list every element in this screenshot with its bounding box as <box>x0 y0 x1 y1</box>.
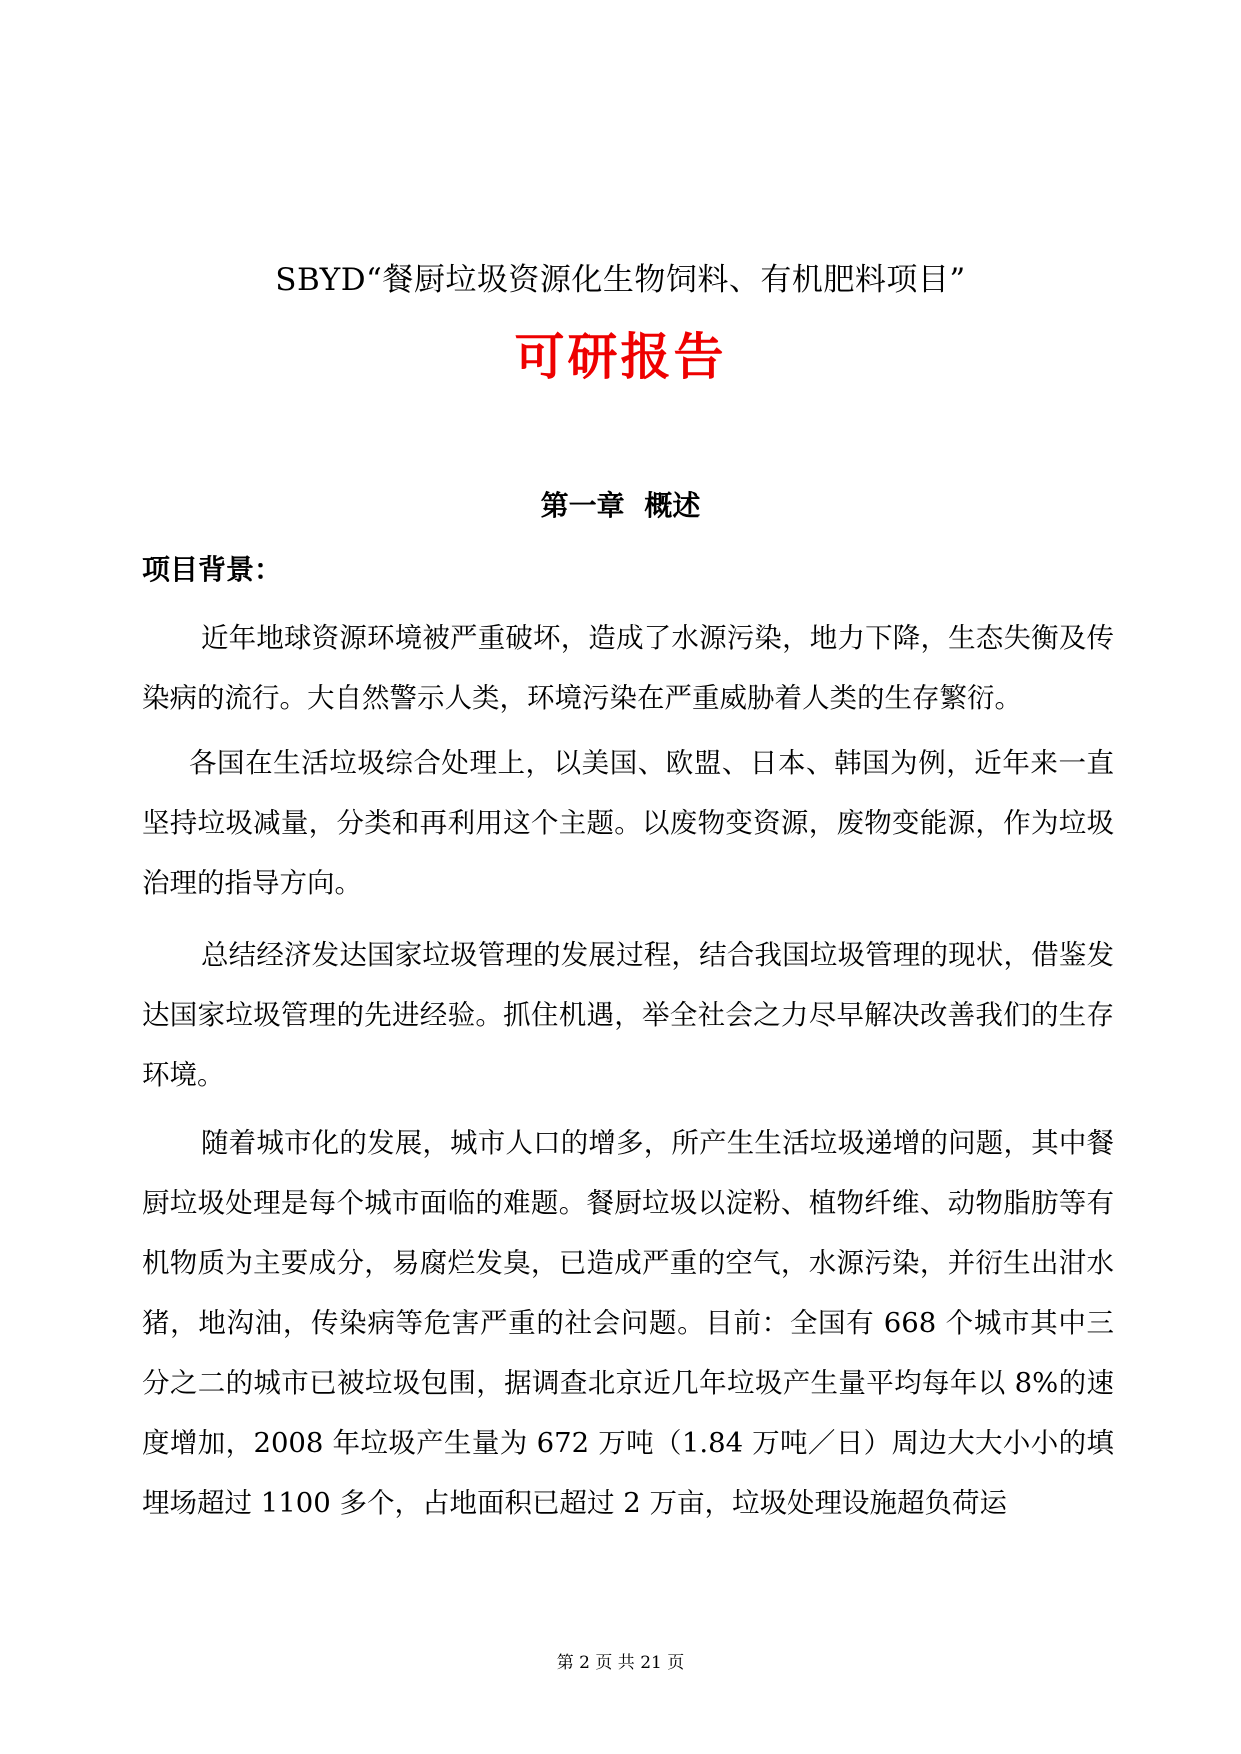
section-heading: 项目背景： <box>142 553 283 586</box>
paragraph: 各国在生活垃圾综合处理上，以美国、欧盟、日本、韩国为例，近年来一直坚持垃圾减量，分类和再利用这个主题。以废物变资源，废物变能源，作为垃圾治理的指导方向。 <box>142 747 1114 899</box>
paragraph: 近年地球资源环境被严重破坏，造成了水源污染，地力下降，生态失衡及传染病的流行。大自然警示人类，环境污染在严重威胁着人类的生存繁衍。 <box>142 622 1114 714</box>
report-title: 可研报告 <box>514 327 727 386</box>
page-footer: 第 2 页 共 21 页 <box>556 1653 685 1673</box>
paragraph: 总结经济发达国家垃圾管理的发展过程，结合我国垃圾管理的现状，借鉴发达国家垃圾管理的先进经验。抓住机遇，举全社会之力尽早解决改善我们的生存环境。 <box>142 939 1114 1091</box>
paragraph: 随着城市化的发展，城市人口的增多，所产生生活垃圾递增的问题，其中餐厨垃圾处理是每个城市面临的难题。餐厨垃圾以淀粉、植物纤维、动物脂肪等有机物质为主要成分，易腐烂发臭，已造成严重的空气，水源污染，并衍生出泔水猪，地沟油，传染病等危害严重的社会问题。目前：全国有 668 个城市其中三分之二的城市已被垃圾包围，据调查北京近几年垃圾产生量平均每年以 8%的速度增加，2008 年垃圾产生量为 672 万吨（1.84 万吨／日）周边大大小小的填埋场超过 1100 多个，占地面积已超过 2 万亩，垃圾处理设施超负荷运 <box>142 1127 1114 1519</box>
document-title: SBYD“餐厨垃圾资源化生物饲料、有机肥料项目” <box>275 262 966 298</box>
chapter-title: 第一章 概述 <box>540 489 701 522</box>
